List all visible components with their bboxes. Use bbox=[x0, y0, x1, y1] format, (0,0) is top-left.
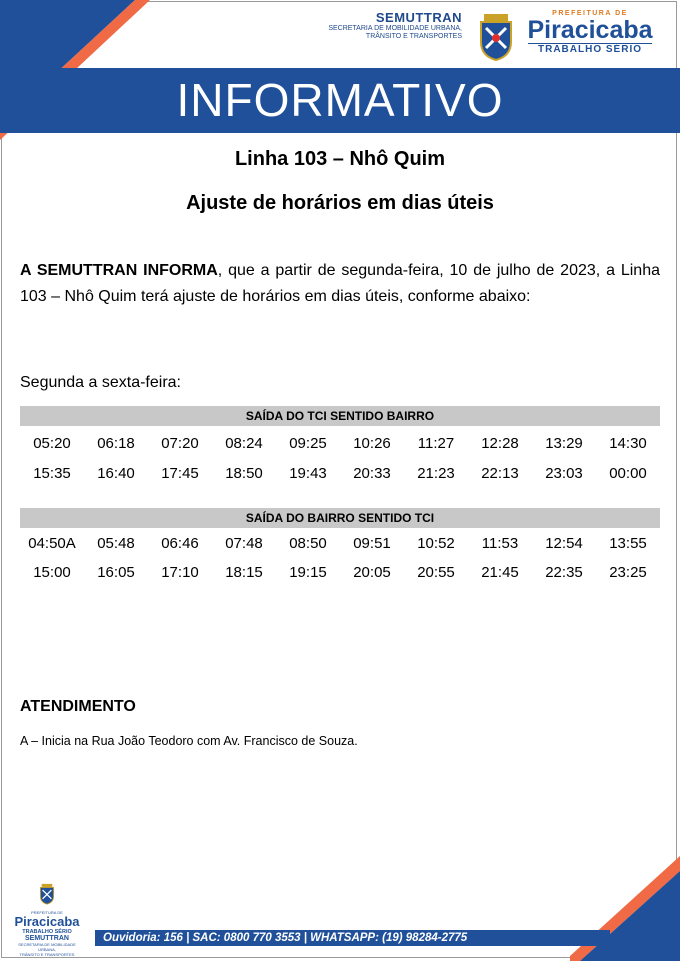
time-cell: 12:28 bbox=[481, 435, 519, 452]
table-row bbox=[20, 465, 660, 482]
table-header-tci-bairro: SAÍDA DO TCI SENTIDO BAIRRO bbox=[20, 406, 660, 426]
line-title: Linha 103 – Nhô Quim bbox=[234, 148, 446, 170]
time-cell: 15:35 bbox=[33, 465, 71, 482]
time-cell: 17:45 bbox=[161, 465, 199, 482]
city-crest-icon bbox=[476, 12, 516, 62]
intro-lead: A SEMUTTRAN INFORMA bbox=[20, 262, 218, 279]
footer-motto: TRABALHO SÉRIO bbox=[22, 929, 72, 935]
time-cell: 20:05 bbox=[353, 564, 391, 581]
time-cell: 13:55 bbox=[609, 535, 647, 552]
subtitle: Ajuste de horários em dias úteis bbox=[186, 192, 494, 214]
time-cell: 14:30 bbox=[609, 435, 647, 452]
time-cell: 11:27 bbox=[417, 435, 455, 452]
prefeitura-label: PREFEITURA DE bbox=[552, 10, 628, 17]
time-cell: 07:20 bbox=[161, 435, 199, 452]
city-motto: TRABALHO SÉRIO bbox=[528, 43, 652, 55]
time-cell: 08:50 bbox=[289, 535, 327, 552]
footnote: A – Inicia na Rua João Teodoro com Av. Francisco de Souza. bbox=[20, 734, 358, 748]
footer-sub1: SECRETARIA DE MOBILIDADE URBANA, bbox=[18, 942, 76, 952]
time-cell: 22:13 bbox=[481, 465, 519, 482]
city-crest-icon bbox=[38, 883, 56, 905]
time-cell: 07:48 bbox=[225, 535, 263, 552]
time-cell: 06:18 bbox=[97, 435, 135, 452]
time-cell: 10:52 bbox=[417, 535, 455, 552]
table-row bbox=[20, 435, 660, 452]
intro-text: , que a partir de segunda-feira, 10 de julho de 2023, a Linha 103 – Nhô Quim terá ajuste de horários em dias úteis, conforme abaixo: bbox=[20, 262, 660, 305]
time-cell: 23:25 bbox=[609, 564, 647, 581]
time-cell: 17:10 bbox=[161, 564, 199, 581]
city-name: Piracicaba bbox=[527, 16, 653, 44]
time-cell: 23:03 bbox=[545, 465, 583, 482]
time-cell: 20:33 bbox=[353, 465, 391, 482]
semuttran-name: SEMUTTRAN bbox=[375, 10, 462, 25]
time-cell: 21:45 bbox=[481, 564, 519, 581]
footer-semuttran: SEMUTTRAN bbox=[25, 935, 69, 942]
footer-sub2: TRÂNSITO E TRANSPORTES bbox=[19, 952, 75, 957]
time-cell: 16:05 bbox=[97, 564, 135, 581]
footer-city: Piracicaba bbox=[14, 914, 80, 929]
time-cell: 08:24 bbox=[225, 435, 263, 452]
time-cell: 13:29 bbox=[545, 435, 583, 452]
time-cell: 04:50A bbox=[28, 535, 76, 552]
time-cell: 11:53 bbox=[481, 535, 519, 552]
semuttran-sub2: TRÂNSITO E TRANSPORTES bbox=[365, 33, 462, 40]
time-cell: 12:54 bbox=[545, 535, 583, 552]
table-row bbox=[20, 535, 660, 552]
time-cell: 15:00 bbox=[33, 564, 71, 581]
time-cell: 16:40 bbox=[97, 465, 135, 482]
time-cell: 20:55 bbox=[417, 564, 455, 581]
days-label: Segunda a sexta-feira: bbox=[20, 374, 181, 391]
time-cell: 09:25 bbox=[289, 435, 327, 452]
footer-logo bbox=[12, 883, 82, 957]
time-cell: 19:43 bbox=[289, 465, 327, 482]
footer-contacts: Ouvidoria: 156 | SAC: 0800 770 3553 | WHATSAPP: (19) 98284-2775 bbox=[95, 930, 610, 946]
atendimento-heading: ATENDIMENTO bbox=[20, 698, 136, 715]
intro-paragraph bbox=[20, 258, 660, 310]
time-cell: 18:15 bbox=[225, 564, 263, 581]
banner-title: INFORMATIVO bbox=[176, 74, 504, 126]
time-cell: 22:35 bbox=[545, 564, 583, 581]
semuttran-logo bbox=[328, 10, 462, 41]
table-row bbox=[20, 564, 660, 581]
time-cell: 00:00 bbox=[609, 465, 647, 482]
time-cell: 19:15 bbox=[289, 564, 327, 581]
piracicaba-logo bbox=[520, 10, 660, 55]
time-cell: 21:23 bbox=[417, 465, 455, 482]
time-cell: 10:26 bbox=[353, 435, 391, 452]
time-cell: 05:48 bbox=[97, 535, 135, 552]
time-cell: 05:20 bbox=[33, 435, 71, 452]
semuttran-sub1: SECRETARIA DE MOBILIDADE URBANA, bbox=[328, 25, 462, 32]
footer-prefeitura: PREFEITURA DE bbox=[31, 910, 63, 915]
table-header-bairro-tci: SAÍDA DO BAIRRO SENTIDO TCI bbox=[20, 508, 660, 528]
time-cell: 06:46 bbox=[161, 535, 199, 552]
time-cell: 09:51 bbox=[353, 535, 391, 552]
time-cell: 18:50 bbox=[225, 465, 263, 482]
